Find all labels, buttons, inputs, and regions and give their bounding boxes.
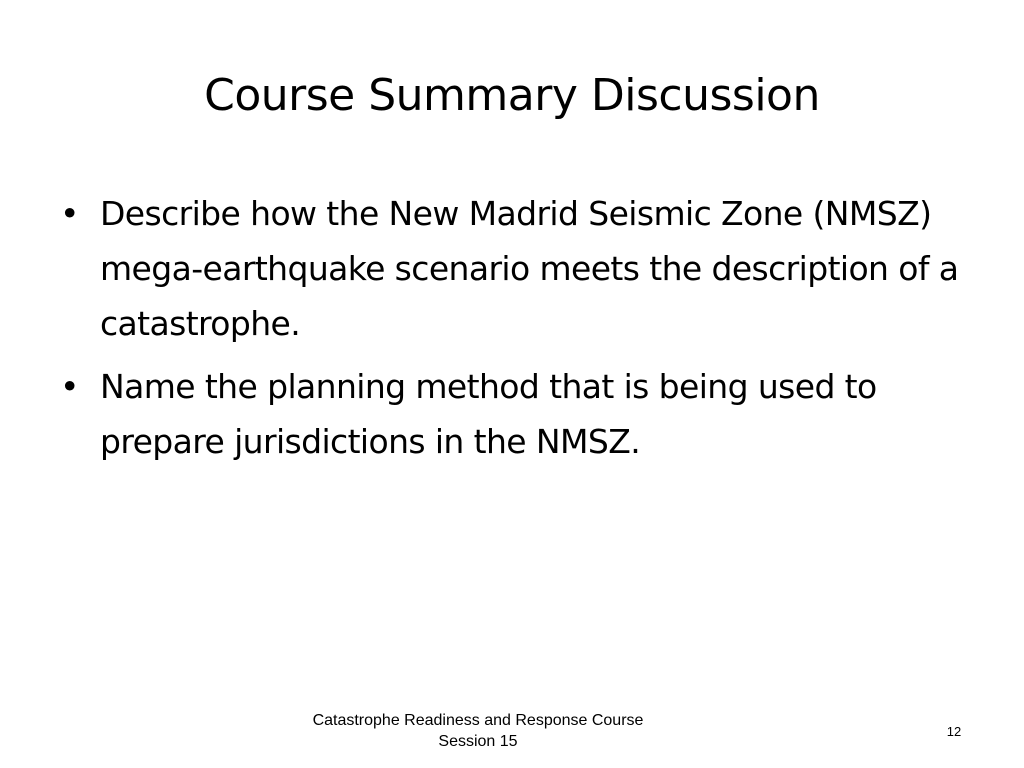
slide-title: Course Summary Discussion (204, 70, 820, 121)
page-number: 12 (946, 724, 962, 739)
bullet-item (58, 359, 968, 469)
footer-course-name: Catastrophe Readiness and Response Course (312, 712, 644, 729)
bullet-text: Describe how the New Madrid Seismic Zone (NMSZ) mega-earthquake scenario meets the description of a catastrophe. (100, 194, 959, 343)
bullet-text: Name the planning method that is being used to prepare jurisdictions in the NMSZ. (100, 367, 877, 461)
slide-footer (230, 710, 726, 752)
bullet-list (58, 186, 968, 477)
footer-session: Session 15 (438, 733, 518, 750)
bullet-icon: • (60, 367, 79, 406)
bullet-icon: • (60, 194, 79, 233)
bullet-item (58, 186, 968, 351)
